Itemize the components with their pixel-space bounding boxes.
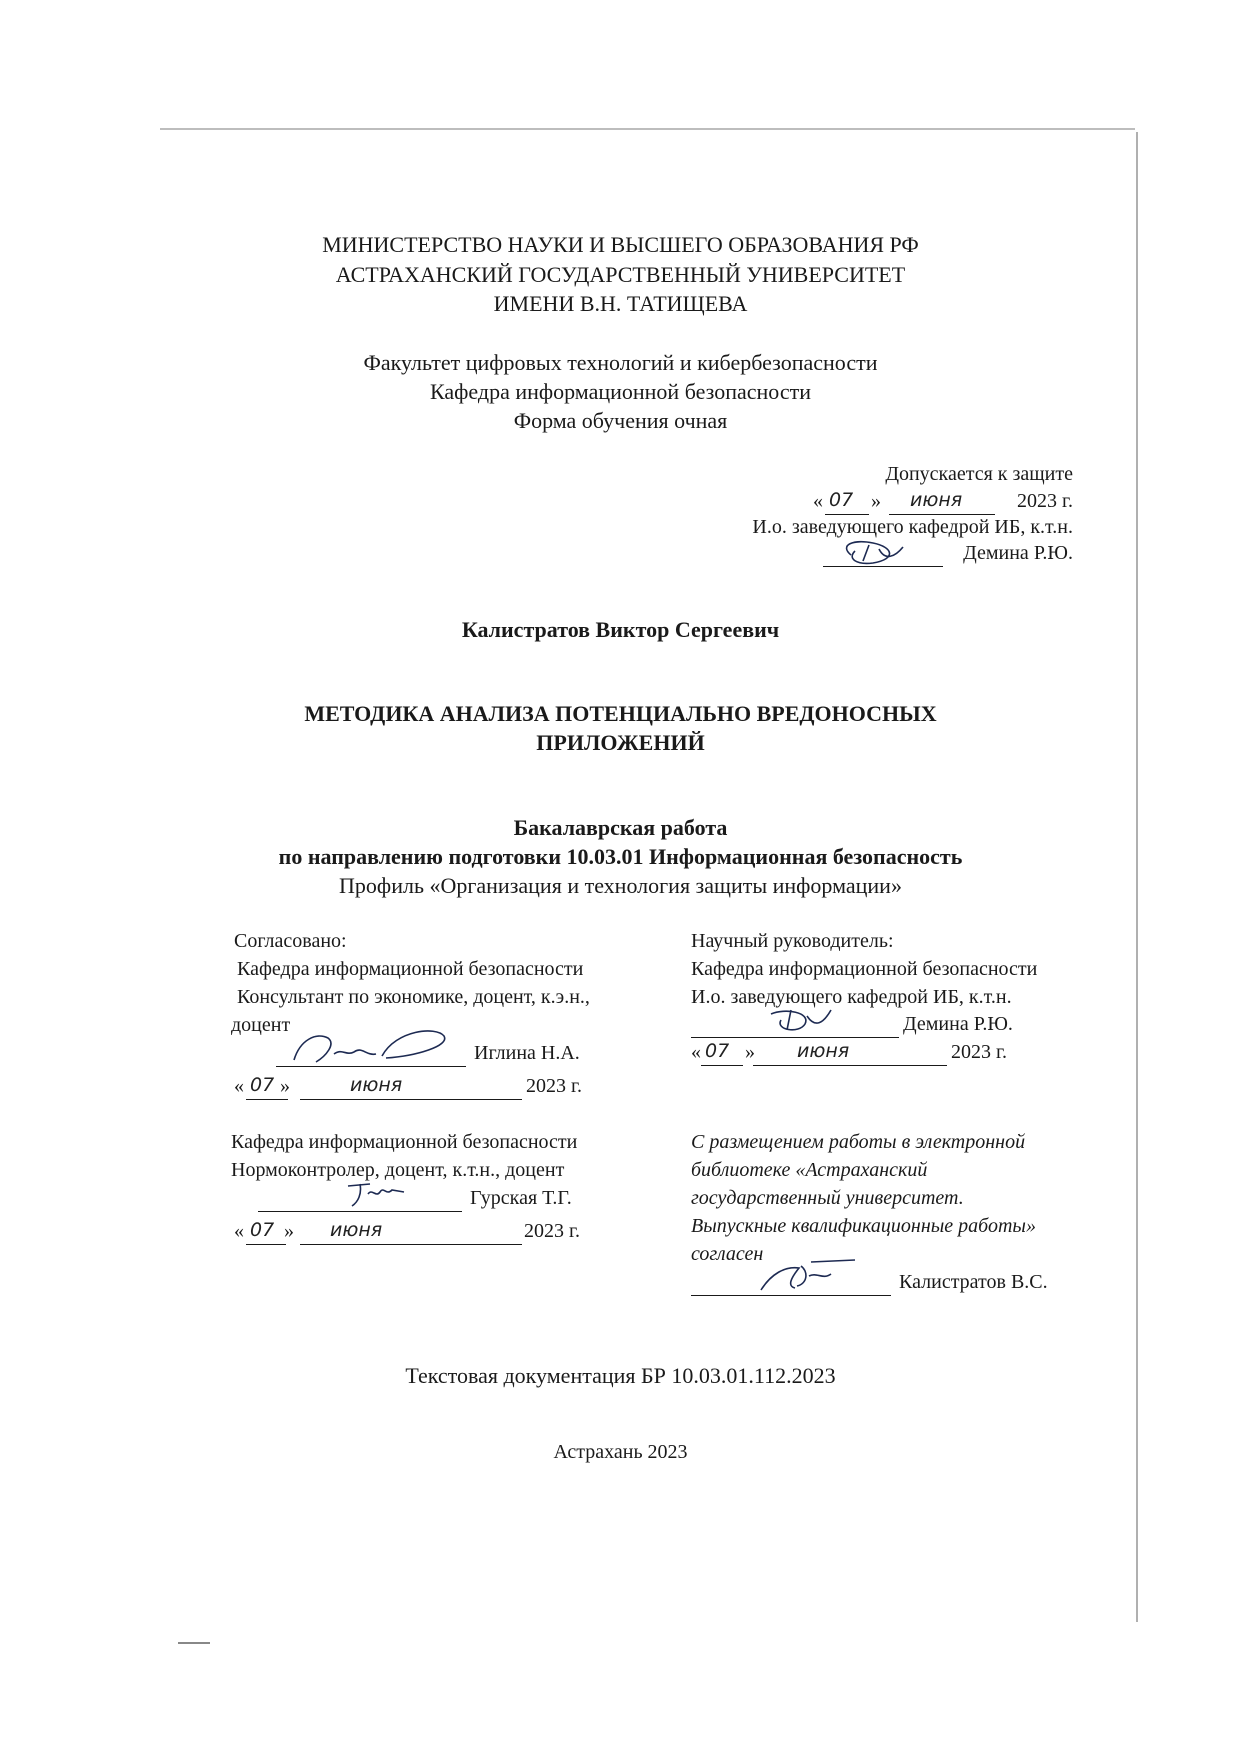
library-consent-signature-row — [691, 1270, 1071, 1298]
document-code: Текстовая документация БР 10.03.01.112.2023 — [405, 1363, 836, 1388]
supervisor-year: 2023 г. — [951, 1041, 1007, 1063]
library-consent-line1: С размещением работы в электронной — [691, 1131, 1026, 1153]
agreed-year: 2023 г. — [526, 1075, 582, 1097]
supervisor-position: И.о. заведующего кафедрой ИБ, к.т.н. — [691, 986, 1012, 1008]
normcontrol-department: Кафедра информационной безопасности — [231, 1131, 578, 1153]
supervisor-day-underline — [701, 1065, 743, 1066]
agreed-date-close: » — [280, 1075, 290, 1097]
admission-month-underline — [889, 514, 995, 515]
agreed-label: Согласовано: — [234, 930, 347, 952]
author-name: Калистратов Виктор Сергеевич — [461, 617, 780, 642]
supervisor-signature-row — [691, 1012, 1051, 1040]
agreed-department: Кафедра информационной безопасности — [237, 958, 584, 980]
supervisor-date-open: « — [691, 1041, 701, 1063]
normcontrol-day: 07 — [250, 1219, 275, 1241]
admission-date-open: « — [813, 490, 823, 512]
agreed-month: июня — [350, 1074, 403, 1096]
supervisor-signature — [761, 1002, 841, 1038]
library-consent-line4: Выпускные квалификационные работы» — [691, 1215, 1036, 1237]
normcontrol-signature — [342, 1176, 412, 1212]
admission-signature-row — [823, 541, 1073, 569]
admission-year: 2023 г. — [1017, 490, 1073, 512]
admission-date-close: » — [871, 490, 881, 512]
library-consent-name: Калистратов В.С. — [899, 1271, 1048, 1293]
admission-position: И.о. заведующего кафедрой ИБ, к.т.н. — [752, 516, 1073, 538]
faculty-line: Факультет цифровых технологий и кибербезопасности — [363, 350, 878, 375]
library-consent-signature — [751, 1254, 861, 1298]
scan-top-edge — [160, 128, 1135, 130]
agreed-date — [234, 1074, 594, 1102]
agreed-day-underline — [246, 1099, 288, 1100]
agreed-name: Иглина Н.А. — [474, 1042, 580, 1064]
agreed-position-line2: доцент — [231, 1014, 291, 1036]
agreed-signature-row — [276, 1040, 606, 1070]
agreed-day: 07 — [250, 1074, 275, 1096]
normcontrol-day-underline — [246, 1244, 286, 1245]
city-year: Астрахань 2023 — [553, 1441, 688, 1463]
admission-day-underline — [825, 514, 869, 515]
normcontrol-name: Гурская Т.Г. — [470, 1187, 572, 1209]
supervisor-date-close: » — [745, 1041, 755, 1063]
university-line: АСТРАХАНСКИЙ ГОСУДАРСТВЕННЫЙ УНИВЕРСИТЕТ — [335, 262, 906, 287]
supervisor-label: Научный руководитель: — [691, 930, 894, 952]
scan-bottom-mark — [178, 1642, 210, 1644]
normcontrol-date-close: » — [284, 1220, 294, 1242]
admission-label: Допускается к защите — [885, 463, 1073, 485]
supervisor-name: Демина Р.Ю. — [903, 1013, 1013, 1035]
thesis-title-line1: МЕТОДИКА АНАЛИЗА ПОТЕНЦИАЛЬНО ВРЕДОНОСНЫХ — [304, 701, 937, 726]
department-line: Кафедра информационной безопасности — [430, 379, 811, 404]
agreed-signature — [286, 1026, 456, 1070]
library-consent-line3: государственный университет. — [691, 1187, 964, 1209]
agreed-date-open: « — [234, 1075, 244, 1097]
supervisor-date — [691, 1040, 1021, 1068]
normcontrol-position: Нормоконтролер, доцент, к.т.н., доцент — [231, 1159, 565, 1181]
university-name-line: ИМЕНИ В.Н. ТАТИЩЕВА — [493, 291, 748, 316]
supervisor-department: Кафедра информационной безопасности — [691, 958, 1038, 980]
ministry-line: МИНИСТЕРСТВО НАУКИ И ВЫСШЕГО ОБРАЗОВАНИЯ РФ — [322, 232, 919, 257]
normcontrol-signature-row — [258, 1186, 588, 1214]
normcontrol-month-underline — [300, 1244, 522, 1245]
normcontrol-month: июня — [330, 1219, 383, 1241]
admission-signature — [833, 535, 923, 569]
normcontrol-year: 2023 г. — [524, 1220, 580, 1242]
normcontrol-date-open: « — [234, 1220, 244, 1242]
study-form-line: Форма обучения очная — [513, 408, 728, 433]
work-type: Бакалаврская работа — [513, 815, 728, 840]
agreed-month-underline — [300, 1099, 522, 1100]
normcontrol-date — [234, 1219, 594, 1247]
library-consent-line2: библиотеке «Астраханский — [691, 1159, 928, 1181]
library-consent-line5: согласен — [691, 1243, 764, 1265]
supervisor-month: июня — [797, 1040, 850, 1062]
supervisor-day: 07 — [705, 1040, 730, 1062]
admission-month: июня — [910, 489, 963, 511]
admission-name: Демина Р.Ю. — [963, 542, 1073, 564]
work-profile: Профиль «Организация и технология защиты информации» — [339, 873, 902, 898]
admission-day: 07 — [829, 489, 854, 511]
admission-date — [813, 489, 1073, 517]
thesis-title-line2: ПРИЛОЖЕНИЙ — [536, 730, 705, 755]
agreed-position-line1: Консультант по экономике, доцент, к.э.н., — [237, 986, 590, 1008]
work-direction: по направлению подготовки 10.03.01 Информационная безопасность — [278, 844, 963, 869]
supervisor-month-underline — [753, 1065, 947, 1066]
